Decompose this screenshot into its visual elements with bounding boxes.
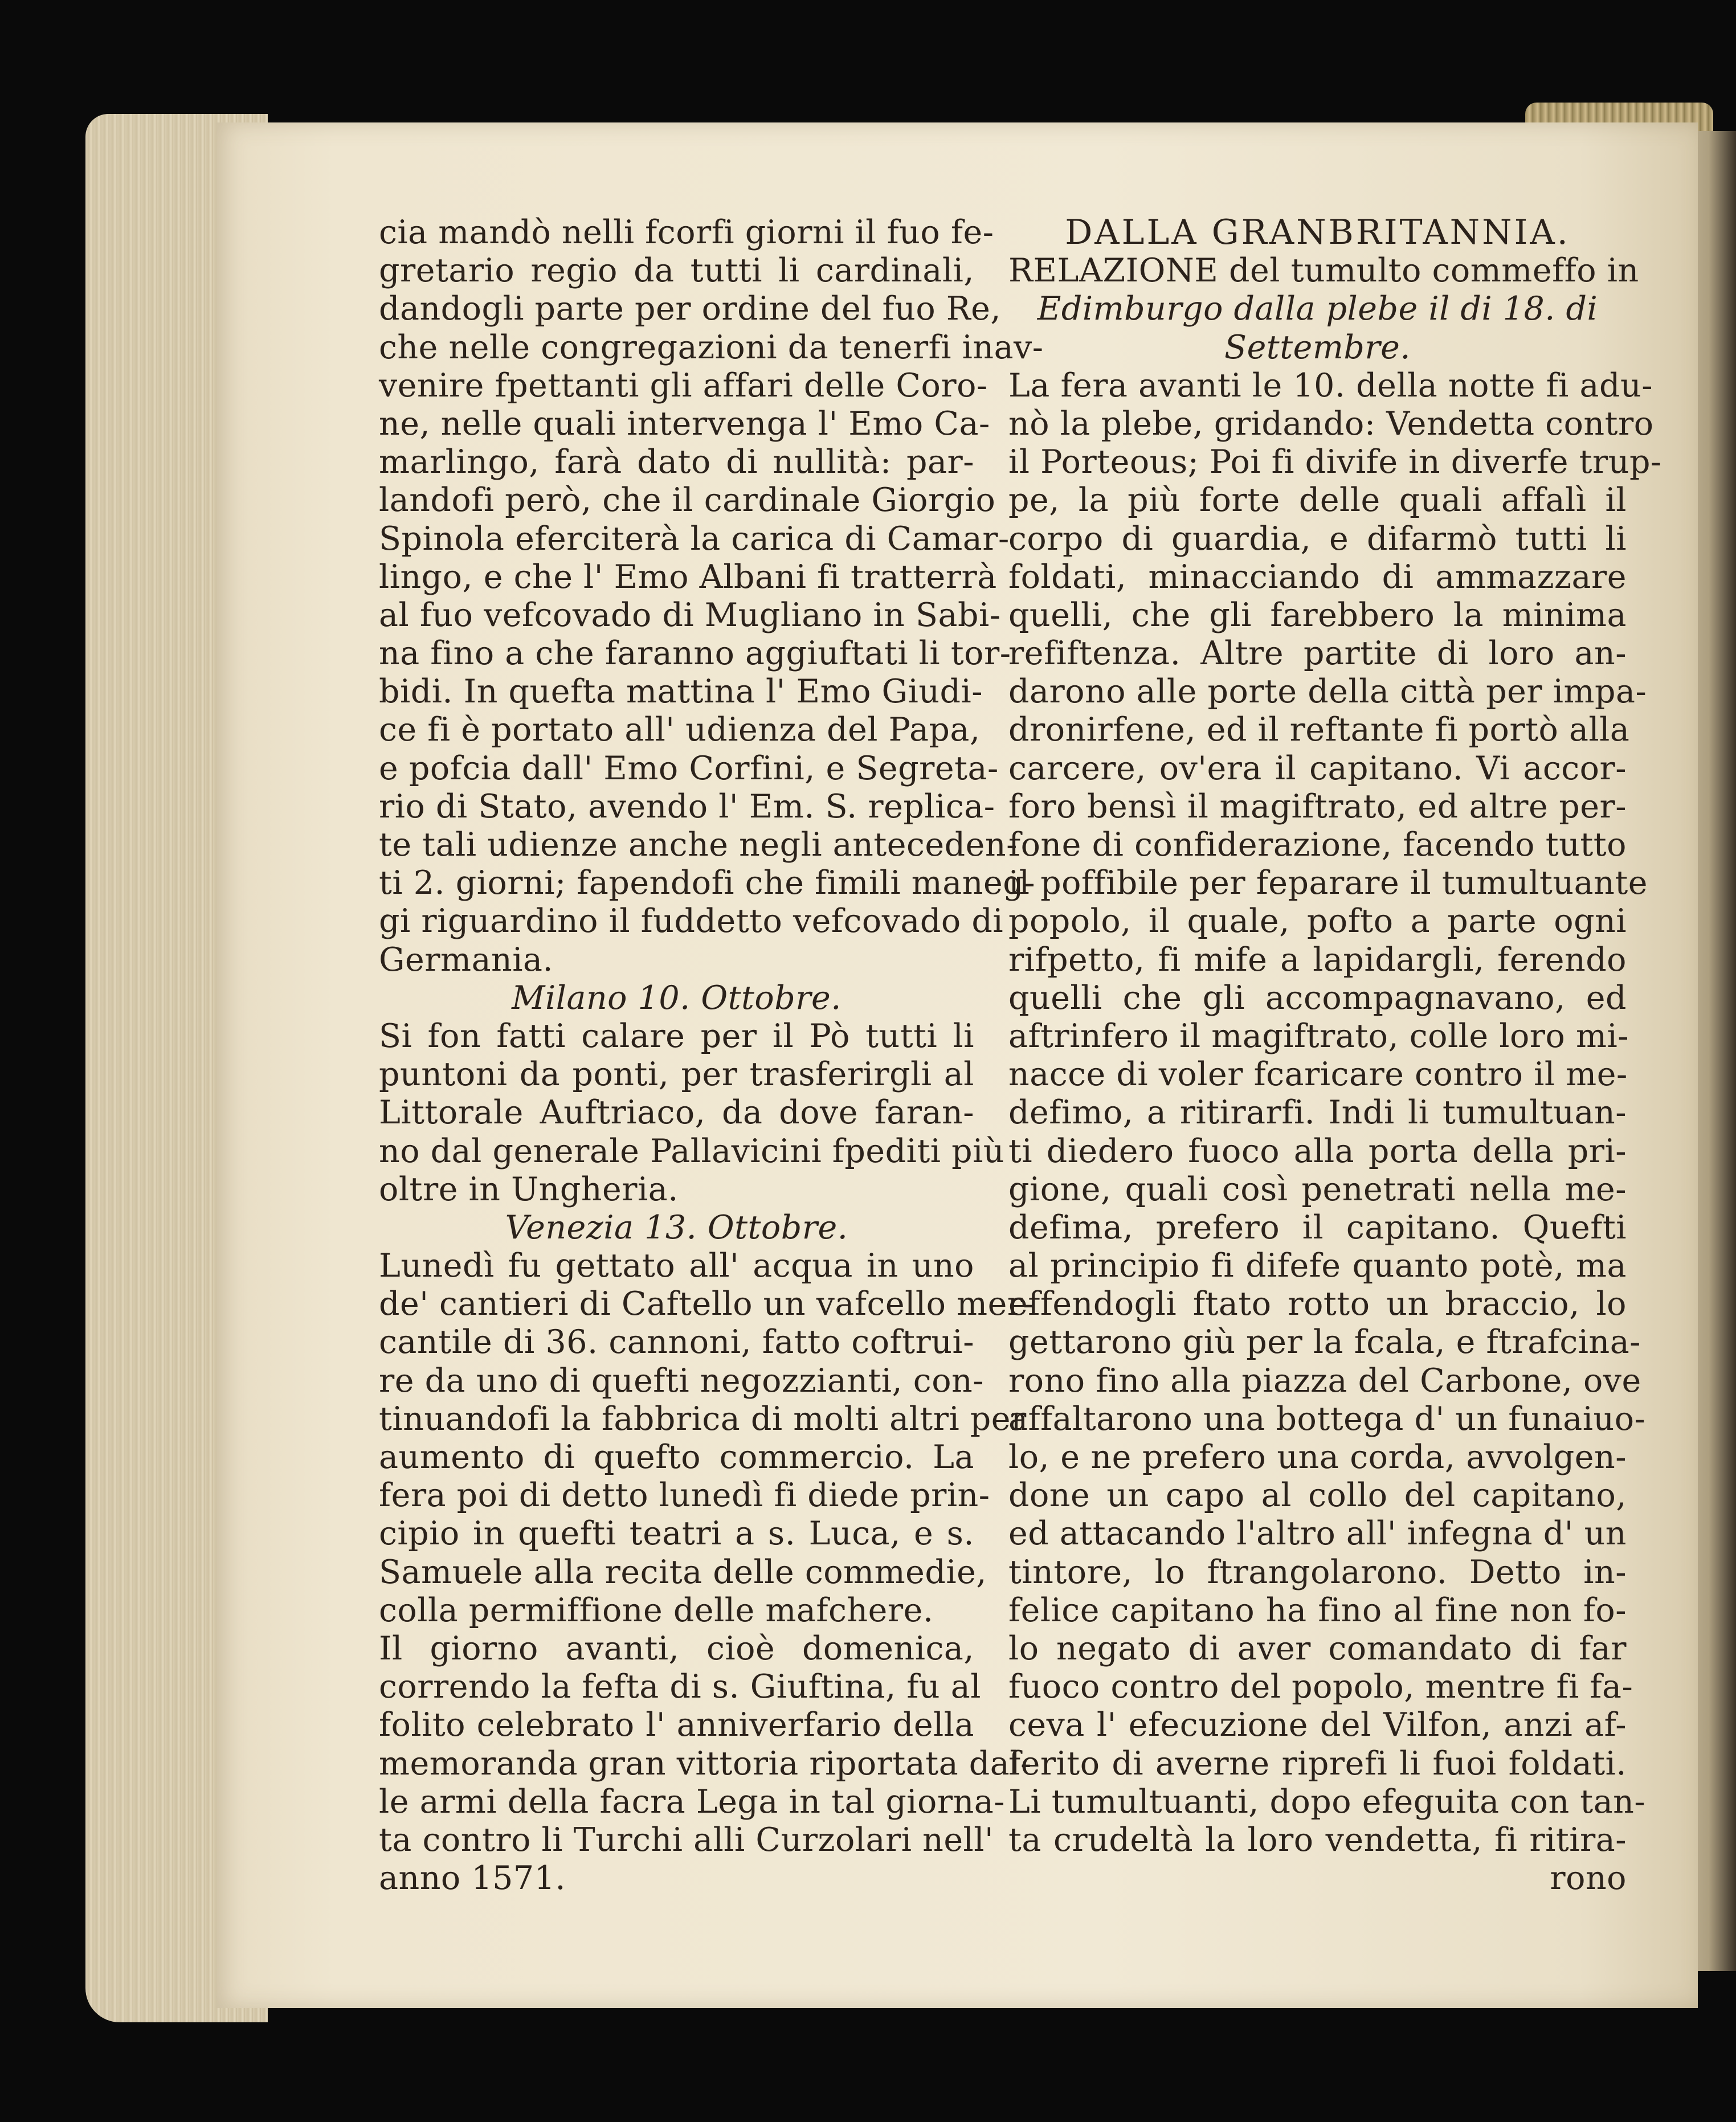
text-line: refiftenza. Altre partite di loro an- xyxy=(1008,635,1627,673)
section-heading: DALLA GRANBRITANNIA. xyxy=(1065,212,1570,252)
text-line: colla permiffione delle mafchere. xyxy=(379,1591,934,1629)
text-line: puntoni da ponti, per trasferirgli al xyxy=(379,1056,974,1094)
text-line: felice capitano ha fino al fine non fo- xyxy=(1008,1591,1627,1629)
text-line: defimo, a ritirarfi. Indi li tumultuan- xyxy=(1008,1094,1627,1132)
text-line: de' cantieri di Caftello un vafcello mer- xyxy=(379,1285,1035,1323)
text-line: anno 1571. xyxy=(379,1859,566,1898)
text-line: RELAZIONE del tumulto commeffo in xyxy=(1008,252,1639,290)
text-line: te tali udienze anche negli anteceden- xyxy=(379,826,1018,864)
dateline: Milano 10. Ottobre. xyxy=(512,979,842,1017)
text-line: al principio fi difefe quanto potè, ma xyxy=(1008,1247,1627,1285)
text-line: ta crudeltà la loro vendetta, fi ritira- xyxy=(1008,1821,1627,1859)
text-line: foldati, minacciando di ammazzare xyxy=(1008,558,1627,596)
text-line: tintore, lo ftrangolarono. Detto in- xyxy=(1008,1553,1627,1591)
text-line: al fuo vefcovado di Mugliano in Sabi- xyxy=(379,596,1001,634)
text-line: Samuele alla recita delle commedie, xyxy=(379,1553,987,1591)
text-line: oltre in Ungheria. xyxy=(379,1170,679,1208)
text-line: dronirfene, ed il reftante fi portò alla xyxy=(1008,711,1630,749)
dateline: Edimburgo dalla plebe il di 18. di xyxy=(1037,290,1598,328)
text-line: Littorale Auftriaco, da dove faran- xyxy=(379,1094,974,1132)
text-line: rono fino alla piazza del Carbone, ove xyxy=(1008,1361,1641,1400)
text-line: marlingo, farà dato di nullità: par- xyxy=(379,443,974,481)
left-text-column xyxy=(379,214,1044,1898)
text-line: rio di Stato, avendo l' Em. S. replica- xyxy=(379,787,995,825)
text-line: quelli, che gli farebbero la minima xyxy=(1008,596,1627,634)
text-line: ceva l' efecuzione del Vilfon, anzi af- xyxy=(1008,1706,1627,1744)
text-line: fuoco contro del popolo, mentre fi fa- xyxy=(1008,1668,1633,1706)
text-line: gettarono giù per la fcala, e ftrafcina- xyxy=(1008,1323,1641,1361)
text-line: aftrinfero il magiftrato, colle loro mi- xyxy=(1008,1017,1629,1055)
text-line: memoranda gran vittoria riportata dal- xyxy=(379,1744,1032,1782)
text-line: ta contro li Turchi alli Curzolari nell' xyxy=(379,1821,994,1859)
right-text-column xyxy=(1008,212,1662,1898)
text-line: dandogli parte per ordine del fuo Re, xyxy=(379,290,1002,328)
text-line: lingo, e che l' Emo Albani fi tratterrà xyxy=(379,558,997,596)
text-line: ce fi è portato all' udienza del Papa, xyxy=(379,711,981,749)
text-line: lo, e ne prefero una corda, avvolgen- xyxy=(1008,1438,1627,1476)
text-line: cia mandò nelli fcorfi giorni il fuo fe- xyxy=(379,214,994,251)
text-line: ti diedero fuoco alla porta della pri- xyxy=(1008,1132,1627,1170)
text-line: aumento di quefto commercio. La xyxy=(379,1438,974,1476)
text-line: affaltarono una bottega d' un funaiuo- xyxy=(1008,1400,1646,1438)
text-line: gretario regio da tutti li cardinali, xyxy=(379,252,974,290)
text-line: Li tumultuanti, dopo efeguita con tan- xyxy=(1008,1782,1646,1821)
text-line: ed attacando l'altro all' infegna d' un xyxy=(1008,1515,1627,1553)
text-line: Spinola eferciterà la carica di Camar- xyxy=(379,520,1010,558)
text-line: venire fpettanti gli affari delle Coro- xyxy=(379,366,988,404)
dateline: Venezia 13. Ottobre. xyxy=(505,1208,848,1246)
text-line: gi riguardino il fuddetto vefcovado di xyxy=(379,902,1004,941)
text-line: foro bensì il magiftrato, ed altre per- xyxy=(1008,787,1627,825)
text-line: Lunedì fu gettato all' acqua in uno xyxy=(379,1247,974,1285)
text-line: pe, la più forte delle quali affalì il xyxy=(1008,481,1627,520)
text-line: ferito di averne riprefi li fuoi foldati. xyxy=(1008,1744,1627,1782)
text-line: nò la plebe, gridando: Vendetta contro xyxy=(1008,404,1654,443)
text-line: fone di confiderazione, facendo tutto xyxy=(1008,826,1627,864)
text-line: na fino a che faranno aggiuftati li tor- xyxy=(379,635,1011,673)
book-page xyxy=(217,122,1698,2008)
text-line: corpo di guardia, e difarmò tutti li xyxy=(1008,520,1627,558)
text-line: lo negato di aver comandato di far xyxy=(1008,1629,1627,1667)
text-line: le armi della facra Lega in tal giorna- xyxy=(379,1782,1006,1821)
text-line: rifpetto, fi mife a lapidargli, ferendo xyxy=(1008,941,1627,979)
text-line: tinuandofi la fabbrica di molti altri per xyxy=(379,1400,1027,1438)
text-line: re da uno di quefti negozzianti, con- xyxy=(379,1361,984,1400)
text-line: effendogli ftato rotto un braccio, lo xyxy=(1008,1285,1627,1323)
text-line: bidi. In quefta mattina l' Emo Giudi- xyxy=(379,673,983,711)
text-line: cipio in quefti teatri a s. Luca, e s. xyxy=(379,1515,974,1553)
text-line: carcere, ov'era il capitano. Vi accor- xyxy=(1008,749,1627,787)
text-line: gione, quali così penetrati nella me- xyxy=(1008,1170,1627,1208)
text-line: correndo la fefta di s. Giuftina, fu al xyxy=(379,1668,981,1706)
text-line: ti 2. giorni; fapendofi che fimili maneg- xyxy=(379,864,1035,902)
text-line: popolo, il quale, pofto a parte ogni xyxy=(1008,902,1627,941)
text-line: nacce di voler fcaricare contro il me- xyxy=(1008,1056,1628,1094)
text-line: che nelle congregazioni da tenerfi inav- xyxy=(379,328,1044,366)
text-line: il Porteous; Poi fi divife in diverfe trup- xyxy=(1008,443,1662,481)
text-line: quelli che gli accompagnavano, ed xyxy=(1008,979,1627,1017)
text-line: defima, prefero il capitano. Quefti xyxy=(1008,1208,1627,1246)
text-line: fera poi di detto lunedì fi diede prin- xyxy=(379,1477,990,1515)
text-line: done un capo al collo del capitano, xyxy=(1008,1477,1627,1515)
text-line: e pofcia dall' Emo Corfini, e Segreta- xyxy=(379,749,999,787)
text-line: cantile di 36. cannoni, fatto coftrui- xyxy=(379,1323,974,1361)
text-line: folito celebrato l' anniverfario della xyxy=(379,1706,974,1744)
text-line: il poffibile per feparare il tumultuante xyxy=(1008,864,1648,902)
text-line: landofi però, che il cardinale Giorgio xyxy=(379,481,996,520)
text-line: La fera avanti le 10. della notte fi adu- xyxy=(1008,366,1653,404)
dateline: Settembre. xyxy=(1224,328,1411,366)
text-line: darono alle porte della città per impa- xyxy=(1008,673,1647,711)
text-line: Si fon fatti calare per il Pò tutti li xyxy=(379,1017,974,1055)
catchword: rono xyxy=(1550,1859,1627,1898)
text-line: Germania. xyxy=(379,941,554,979)
text-line: Il giorno avanti, cioè domenica, xyxy=(379,1629,974,1667)
text-line: ne, nelle quali intervenga l' Emo Ca- xyxy=(379,404,990,443)
text-line: no dal generale Pallavicini fpediti più xyxy=(379,1132,1005,1170)
